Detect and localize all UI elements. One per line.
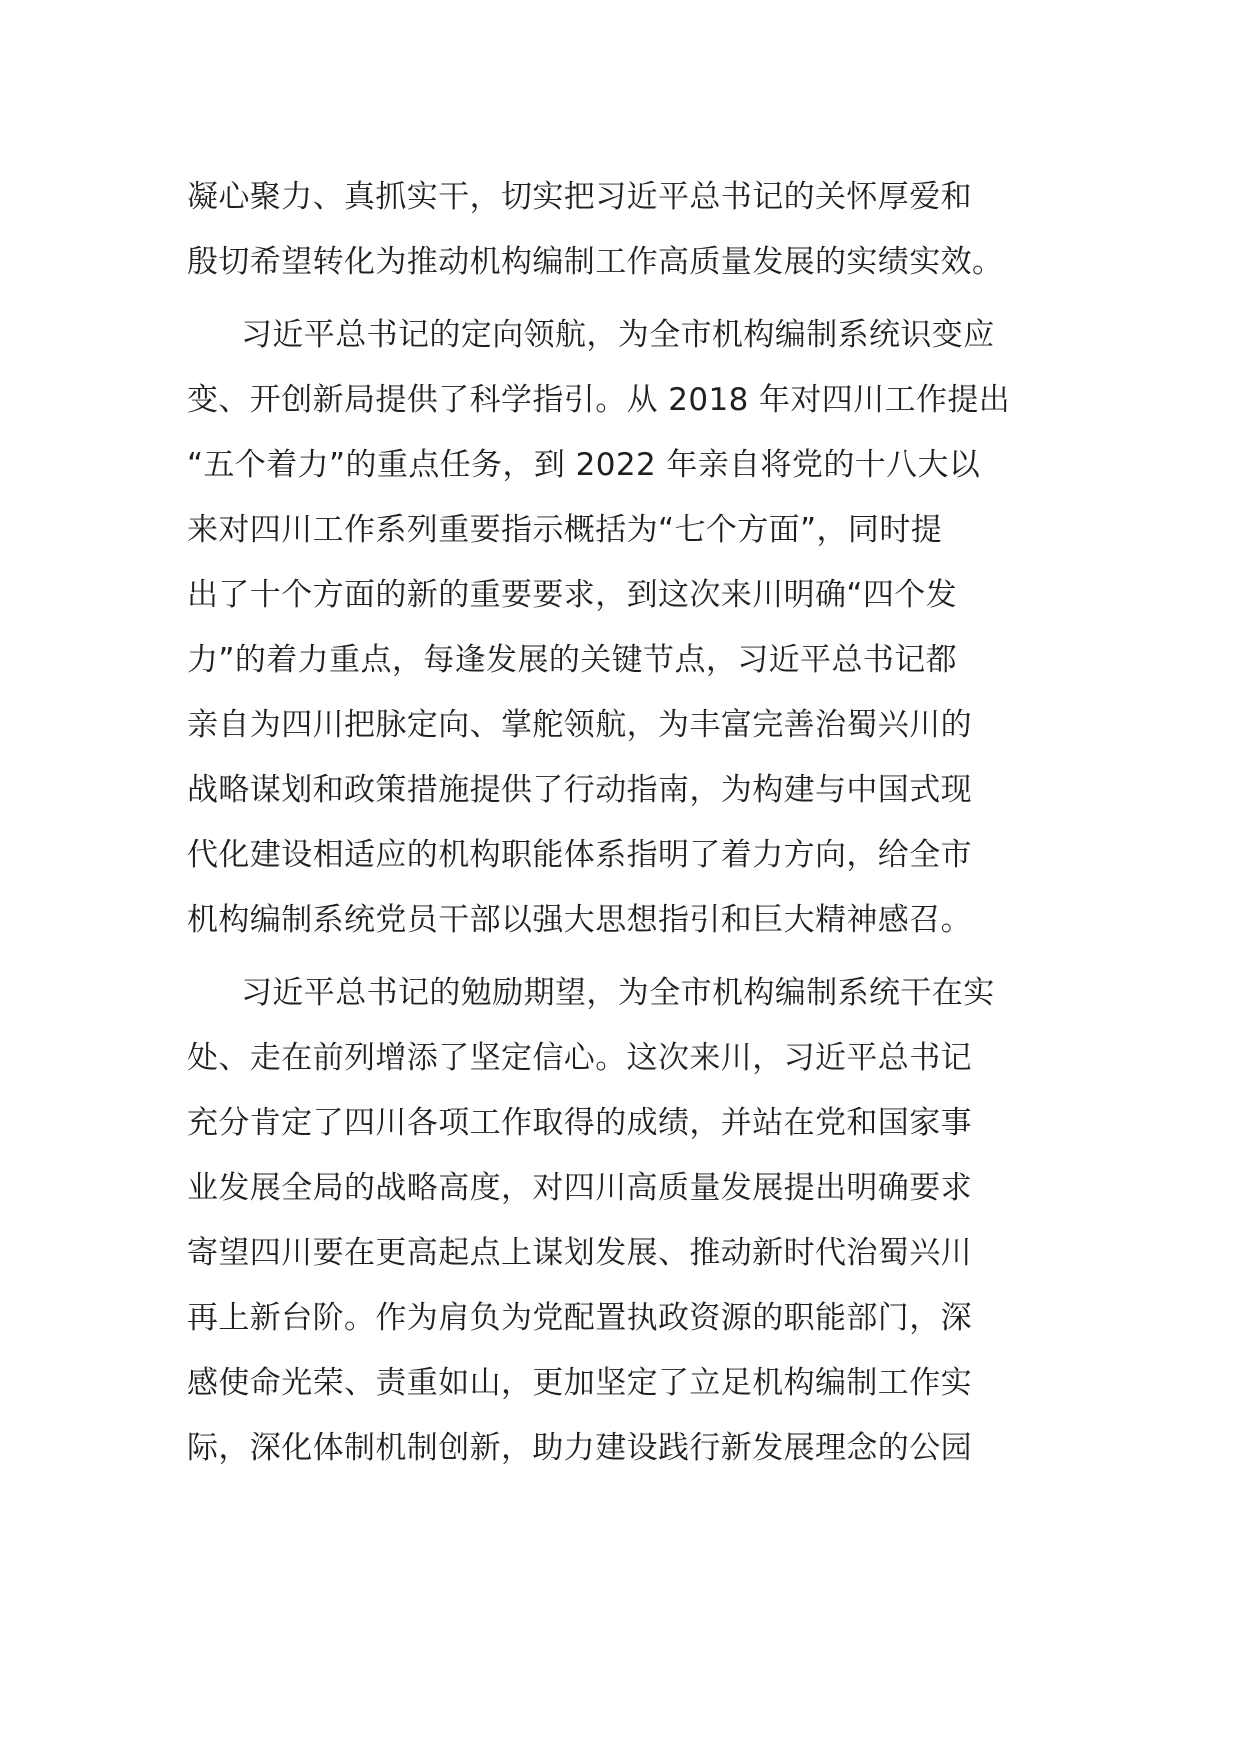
text-line: 处、走在前列增添了坚定信心。这次来川，习近平总书记 <box>187 1040 972 1076</box>
text-line: 再上新台阶。作为肩负为党配置执政资源的职能部门，深 <box>187 1300 972 1336</box>
paragraph-1 <box>187 165 1057 295</box>
text-line: 来对四川工作系列重要指示概括为“七个方面”，同时提 <box>187 512 943 548</box>
text-line: 充分肯定了四川各项工作取得的成绩，并站在党和国家事 <box>187 1105 972 1141</box>
text-line: 寄望四川要在更高起点上谋划发展、推动新时代治蜀兴川 <box>187 1235 972 1271</box>
text-line: 际，深化体制机制创新，助力建设践行新发展理念的公园 <box>187 1430 972 1466</box>
text-line: 机构编制系统党员干部以强大思想指引和巨大精神感召。 <box>187 902 972 938</box>
text-line: 业发展全局的战略高度，对四川高质量发展提出明确要求 <box>187 1170 972 1206</box>
paragraph-2 <box>187 303 1057 953</box>
text-line: 殷切希望转化为推动机构编制工作高质量发展的实绩实效。 <box>187 244 1004 280</box>
paragraph-3 <box>187 961 1057 1481</box>
text-line: 出了十个方面的新的重要要求，到这次来川明确“四个发 <box>187 577 958 613</box>
document-body <box>187 165 1057 1481</box>
text-line: 习近平总书记的勉励期望，为全市机构编制系统干在实 <box>241 975 995 1011</box>
text-line: 亲自为四川把脉定向、掌舵领航，为丰富完善治蜀兴川的 <box>187 707 972 743</box>
text-line: 凝心聚力、真抓实干，切实把习近平总书记的关怀厚爱和 <box>187 179 972 215</box>
text-line: 感使命光荣、责重如山，更加坚定了立足机构编制工作实 <box>187 1365 972 1401</box>
text-line: 习近平总书记的定向领航，为全市机构编制系统识变应 <box>241 317 995 353</box>
text-line: 力”的着力重点，每逢发展的关键节点，习近平总书记都 <box>187 642 958 678</box>
text-line: “五个着力”的重点任务，到 2022 年亲自将党的十八大以 <box>187 447 981 483</box>
text-line: 代化建设相适应的机构职能体系指明了着力方向，给全市 <box>187 837 972 873</box>
text-line: 变、开创新局提供了科学指引。从 2018 年对四川工作提出 <box>187 382 1011 418</box>
text-line: 战略谋划和政策措施提供了行动指南，为构建与中国式现 <box>187 772 972 808</box>
